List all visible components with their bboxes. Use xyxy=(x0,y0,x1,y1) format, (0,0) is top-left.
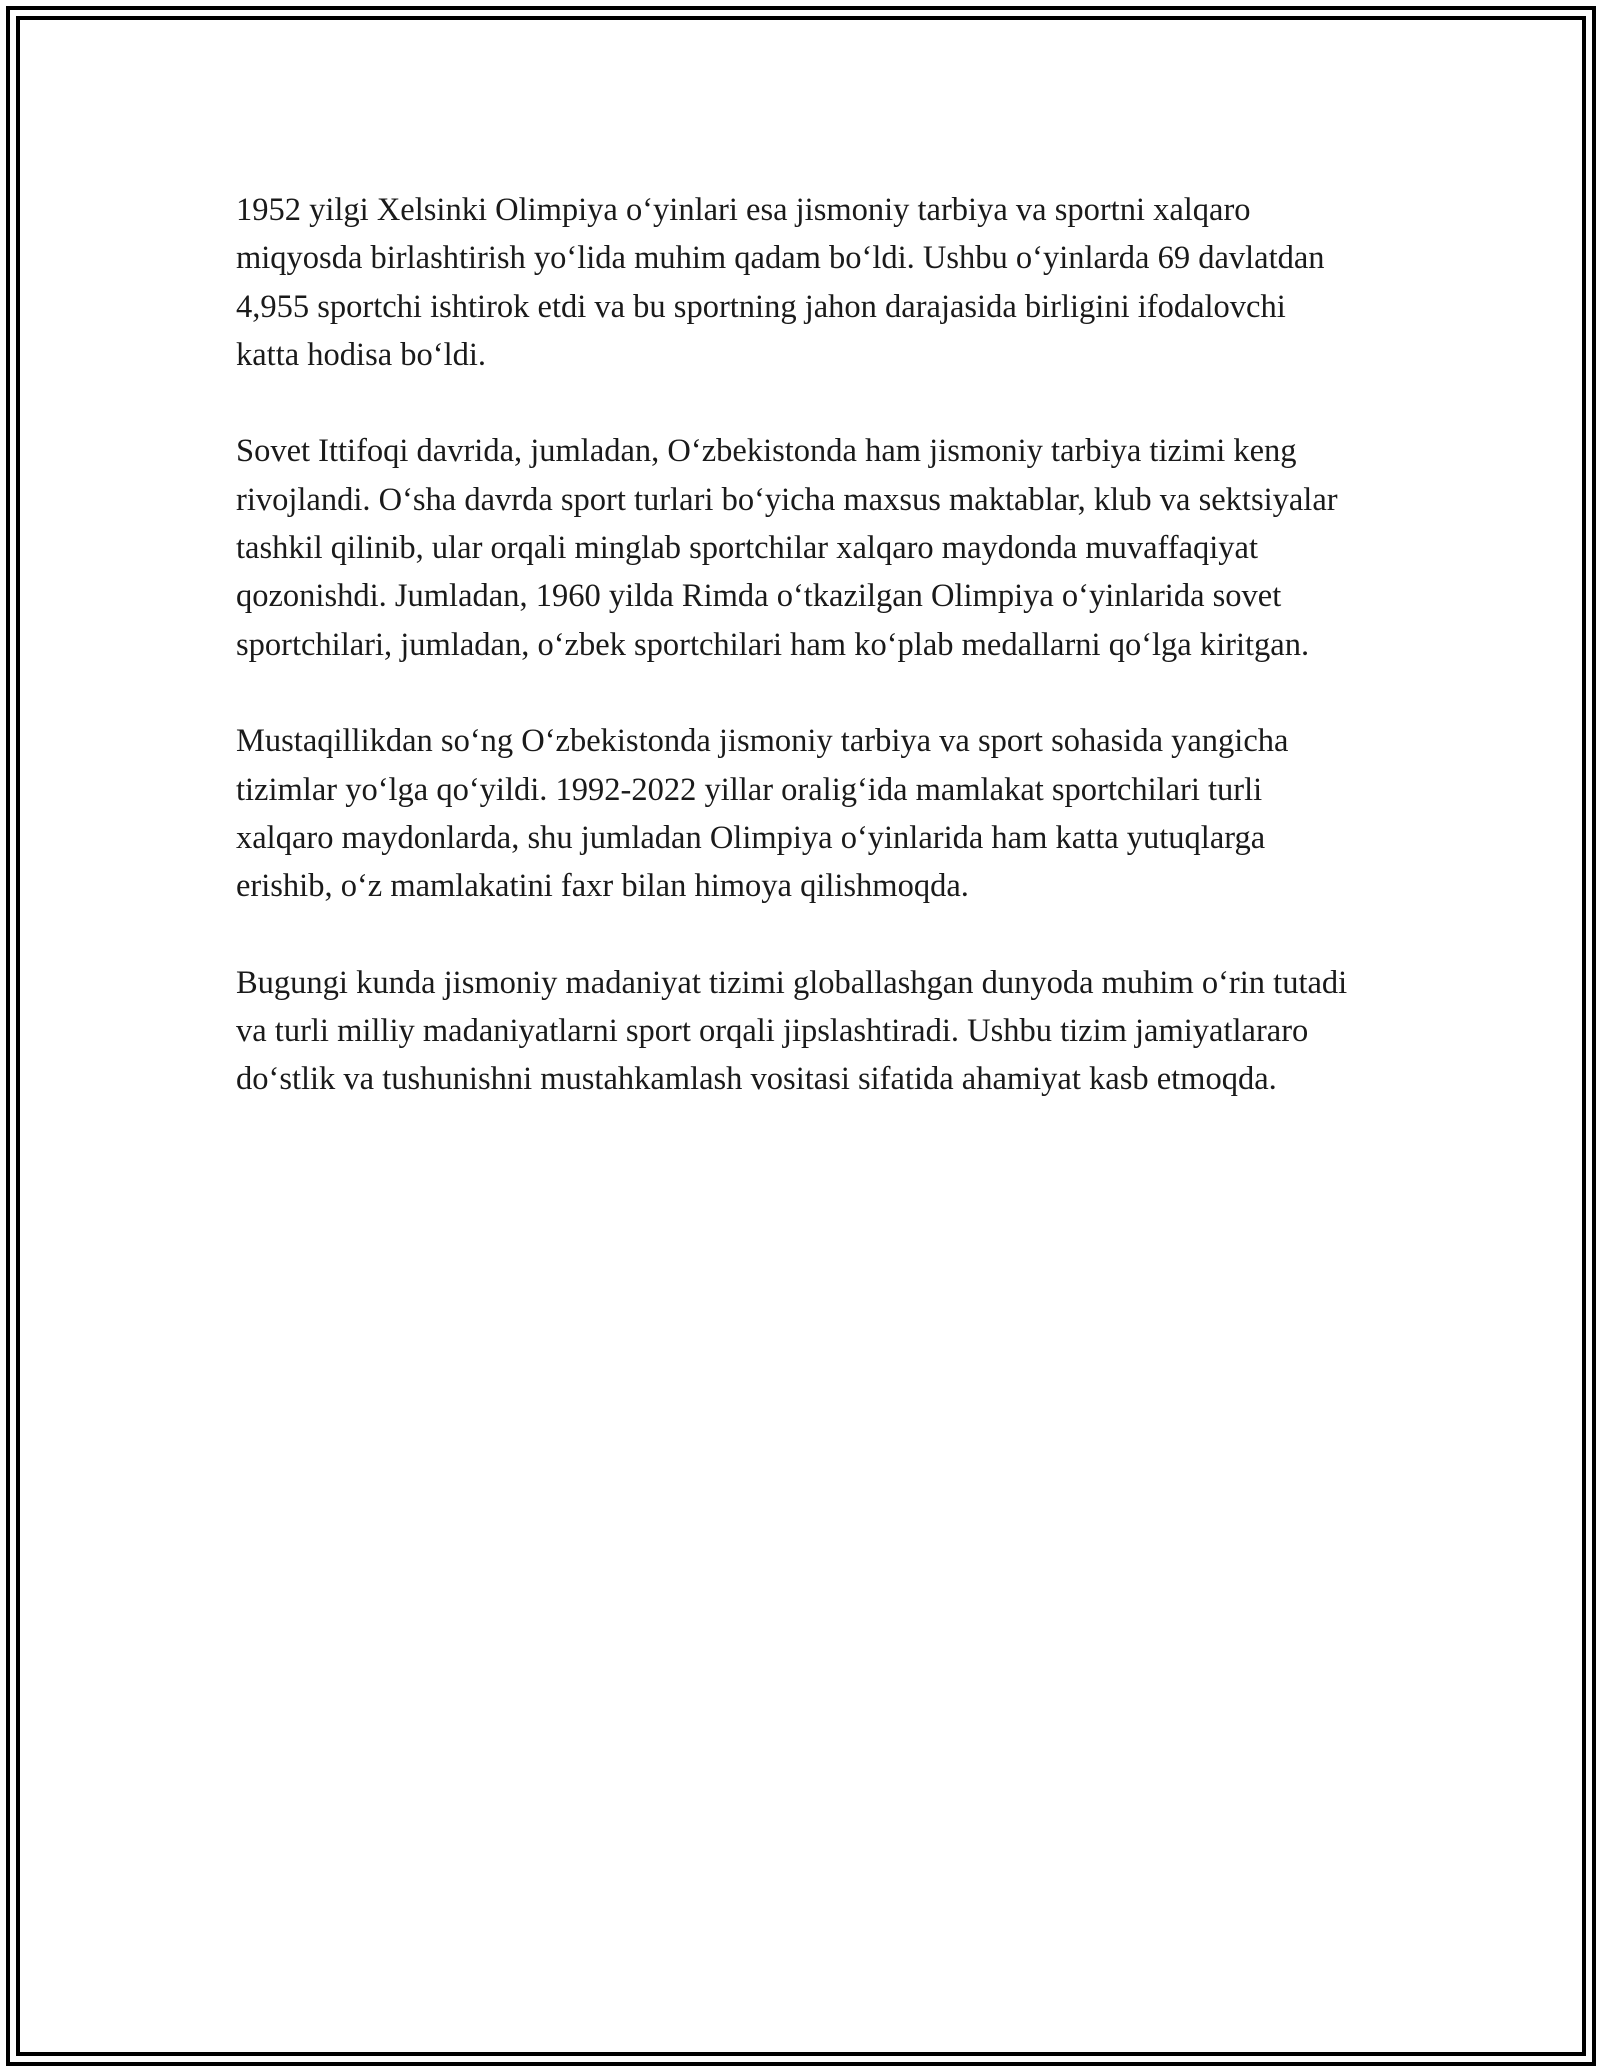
paragraph-today: Bugungi kunda jismoniy madaniyat tizimi globallashgan dunyoda muhim o‘rin tutadi va turli milliy madaniyatlarni sport orqali jipslashtiradi. Ushbu tizim jamiyatlararo do‘stlik va tushunishni mustahkamlash vositasi sifatida ahamiyat kasb etmoqda. xyxy=(236,964,1348,1098)
document-body xyxy=(236,186,1356,1152)
paragraph-soviet-era: Sovet Ittifoqi davrida, jumladan, O‘zbekistonda ham jismoniy tarbiya tizimi keng rivojlandi. O‘sha davrda sport turlari bo‘yicha maxsus maktablar, klub va sektsiyalar tashkil qilinib, ular orqali minglab sportchilar xalqaro maydonda muvaffaqiyat qozonishdi. Jumladan, 1960 yilda Rimda o‘tkazilgan Olimpiya o‘yinlarida sovet sportchilari, jumladan, o‘zbek sportchilari ham ko‘plab medallarni qo‘lga kiritgan. xyxy=(236,433,1338,663)
paragraph-independence: Mustaqillikdan so‘ng O‘zbekistonda jismoniy tarbiya va sport sohasida yangicha tizimlar yo‘lga qo‘yildi. 1992-2022 yillar oralig‘ida mamlakat sportchilari turli xalqaro maydonlarda, shu jumladan Olimpiya o‘yinlarida ham katta yutuqlarga erishib, o‘z mamlakatini faxr bilan himoya qilishmoqda. xyxy=(236,723,1289,905)
paragraph-helsinki-1952: 1952 yilgi Xelsinki Olimpiya o‘yinlari esa jismoniy tarbiya va sportni xalqaro miqyosda birlashtirish yo‘lida muhim qadam bo‘ldi. Ushbu o‘yinlarda 69 davlatdan 4,955 sportchi ishtirok etdi va bu sportning jahon darajasida birligini ifodalovchi katta hodisa bo‘ldi. xyxy=(236,192,1325,373)
